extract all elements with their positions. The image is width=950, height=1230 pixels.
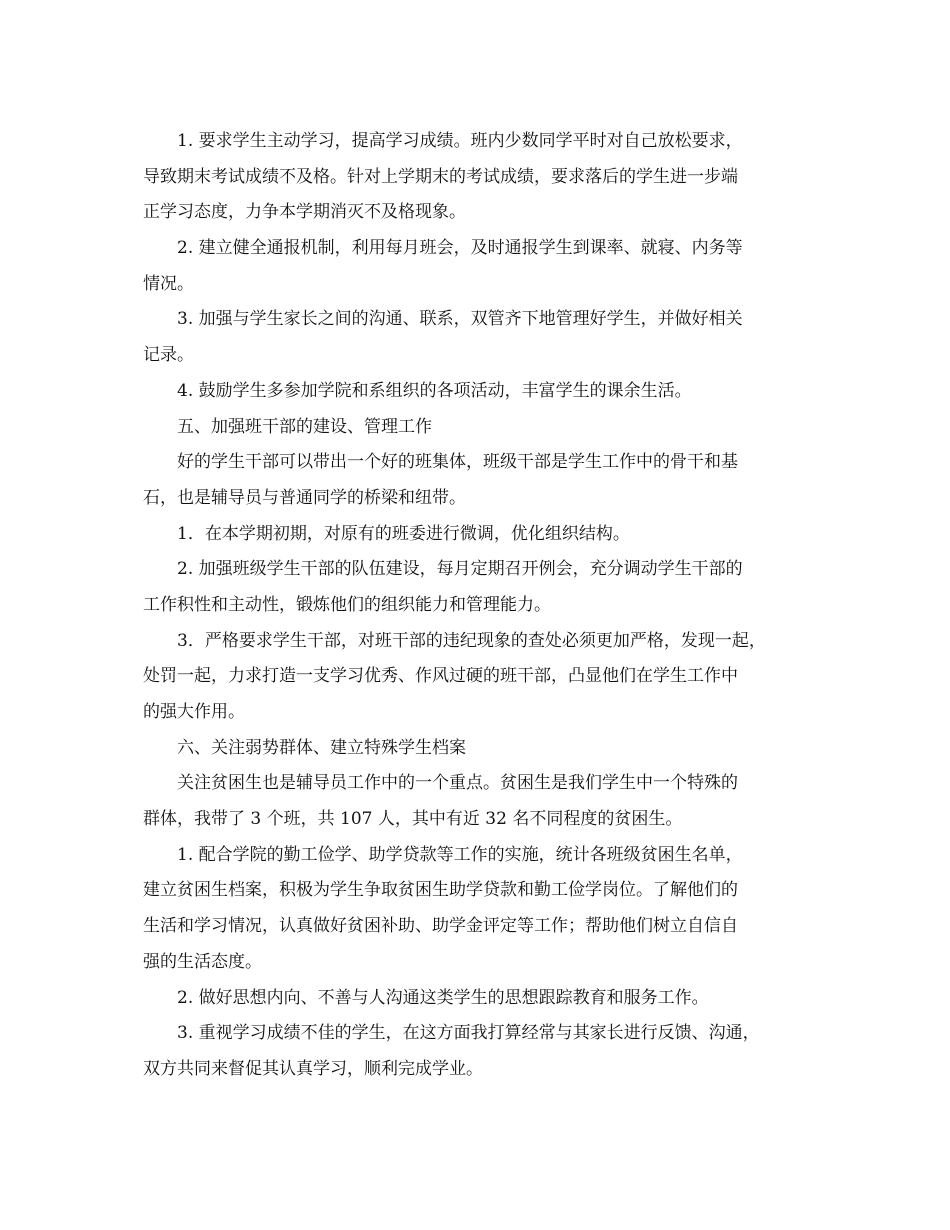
paragraph-line: 1. 配合学院的勤工俭学、助学贷款等工作的实施，统计各班级贫困生名单， (177, 844, 743, 865)
paragraph-line: 记录。 (143, 345, 194, 366)
paragraph (143, 124, 815, 231)
paragraph-line: 五、加强班干部的建设、管理工作 (177, 416, 432, 437)
paragraph-line: 4. 鼓励学生多参加学院和系组织的各项活动，丰富学生的课余生活。 (177, 380, 692, 401)
paragraph-line: 1. 要求学生主动学习，提高学习成绩。班内少数同学平时对自己放松要求， (177, 131, 743, 151)
paragraph (143, 624, 815, 731)
paragraph-line: 2. 做好思想内向、不善与人沟通这类学生的思想跟踪教育和服务工作。 (177, 987, 709, 1008)
paragraph (143, 445, 815, 516)
paragraph-line: 六、关注弱势群体、建立特殊学生档案 (177, 737, 466, 758)
paragraph-line: 3. 加强与学生家长之间的沟通、联系，双管齐下地管理好学生，并做好相关 (177, 309, 743, 330)
paragraph (143, 410, 815, 446)
paragraph (143, 731, 815, 767)
paragraph-line: 关注贫困生也是辅导员工作中的一个重点。贫困生是我们学生中一个特殊的 (177, 773, 738, 794)
paragraph (143, 302, 815, 373)
paragraph-line: 2. 加强班级学生干部的队伍建设，每月定期召开例会，充分调动学生干部的 (177, 559, 743, 580)
paragraph (143, 838, 815, 981)
paragraph-line: 情况。 (143, 273, 194, 294)
paragraph-line: 建立贫困生档案，积极为学生争取贫困生助学贷款和勤工俭学岗位。了解他们的 (143, 880, 738, 901)
paragraph (143, 231, 815, 302)
paragraph-line: 群体，我带了 3 个班，共 107 人，其中有近 32 名不同程度的贫困生。 (143, 809, 683, 830)
paragraph-line: 石，也是辅导员与普通同学的桥梁和纽带。 (143, 487, 466, 508)
paragraph (143, 1016, 815, 1087)
paragraph (143, 517, 815, 553)
paragraph-line: 强的生活态度。 (143, 951, 262, 972)
paragraph-line: 导致期末考试成绩不及格。针对上学期末的考试成绩，要求落后的学生进一步端 (143, 166, 738, 187)
paragraph-line: 正学习态度，力争本学期消灭不及格现象。 (143, 202, 466, 223)
paragraph-line: 好的学生干部可以带出一个好的班集体，班级干部是学生工作中的骨干和基 (177, 452, 738, 473)
paragraph-line: 双方共同来督促其认真学习，顺利完成学业。 (143, 1058, 483, 1079)
paragraph-line: 3．严格要求学生干部，对班干部的违纪现象的查处必须更加严格，发现一起， (177, 630, 766, 651)
paragraph-line: 处罚一起，力求打造一支学习优秀、作风过硬的班干部，凸显他们在学生工作中 (143, 666, 738, 687)
document-body (143, 124, 815, 1088)
paragraph-line: 2. 建立健全通报机制，利用每月班会，及时通报学生到课率、就寝、内务等 (177, 238, 743, 259)
paragraph (143, 766, 815, 837)
paragraph (143, 552, 815, 623)
paragraph-line: 1．在本学期初期，对原有的班委进行微调，优化组织结构。 (177, 523, 630, 544)
paragraph-line: 的强大作用。 (143, 702, 245, 722)
paragraph (143, 374, 815, 410)
paragraph-line: 工作积性和主动性，锻炼他们的组织能力和管理能力。 (143, 594, 551, 615)
paragraph-line: 生活和学习情况，认真做好贫困补助、助学金评定等工作；帮助他们树立自信自 (143, 916, 738, 937)
paragraph-line: 3. 重视学习成绩不佳的学生，在这方面我打算经常与其家长进行反馈、沟通， (177, 1023, 760, 1044)
paragraph (143, 981, 815, 1017)
